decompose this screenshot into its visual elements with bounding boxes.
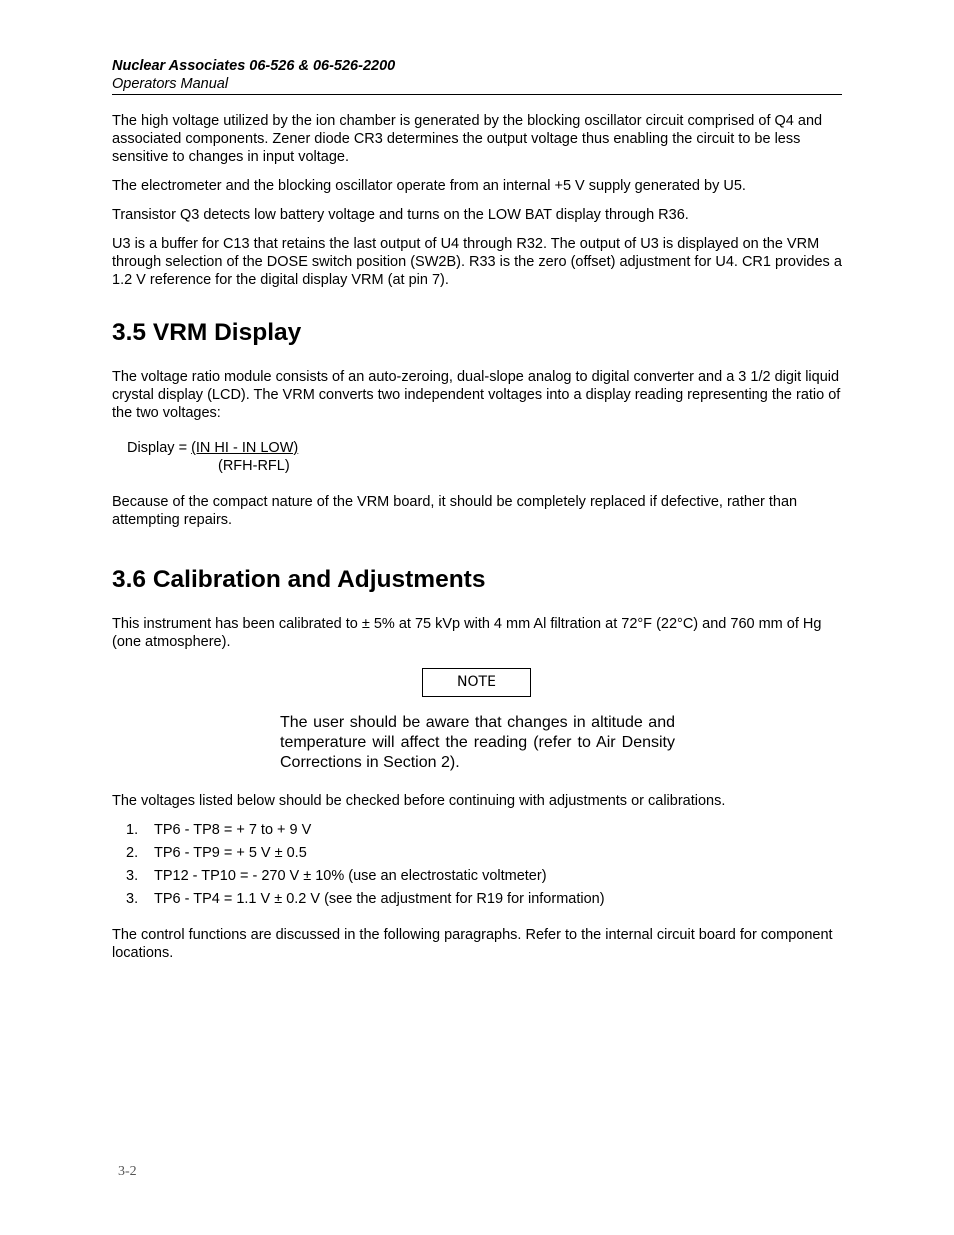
note-label-box: NOTE (422, 668, 531, 697)
section-heading-calibration: 3.6 Calibration and Adjustments (112, 566, 486, 593)
list-item (112, 890, 844, 908)
list-item-number: 1. (126, 822, 139, 838)
formula-denominator: (RFH-RFL) (218, 458, 290, 474)
formula-label: Display = (127, 440, 192, 456)
paragraph-low-battery: Transistor Q3 detects low battery voltage and turns on the LOW BAT display through R36. (112, 207, 689, 223)
list-item-text: TP6 - TP9 = + 5 V ± 0.5 (154, 845, 307, 861)
header-subtitle: Operators Manual (112, 76, 229, 92)
list-item-text: TP12 - TP10 = - 270 V ± 10% (use an electrostatic voltmeter) (154, 868, 547, 884)
list-item (112, 844, 844, 862)
page-number: 3-2 (118, 1164, 137, 1179)
paragraph-high-voltage: The high voltage utilized by the ion chamber is generated by the blocking oscillator circuit comprised of Q4 and associated components. Zener diode CR3 determines the output voltage thus enabling the circuit to be less sensitive to changes in input voltage. (112, 113, 823, 165)
paragraph-vrm-intro: The voltage ratio module consists of an auto-zeroing, dual-slope analog to digital converter and a 3 1/2 digit liquid crystal display (LCD). The VRM converts two independent voltages into a display reading representing the ratio of the two voltages: (112, 369, 841, 421)
formula-numerator: (IN HI - IN LOW) (191, 440, 299, 456)
list-item-text: TP6 - TP4 = 1.1 V ± 0.2 V (see the adjustment for R19 for information) (154, 891, 605, 907)
page-header (112, 57, 842, 95)
paragraph-control-functions: The control functions are discussed in the following paragraphs. Refer to the internal circuit board for component locations. (112, 927, 833, 961)
voltage-check-list (112, 821, 844, 908)
list-item-number: 3. (126, 868, 139, 884)
list-item-number: 3. (126, 891, 139, 907)
paragraph-calibration-intro: This instrument has been calibrated to ± 5% at 75 kVp with 4 mm Al filtration at 72°F (22°C) and 760 mm of Hg (one atmosphere). (112, 616, 822, 650)
page-content (112, 112, 844, 962)
paragraph-buffer: U3 is a buffer for C13 that retains the last output of U4 through R32. The output of U3 is displayed on the VRM through selection of the DOSE switch position (SW2B). R33 is the zero (offset) adjustment for U4. CR1 provides a 1.2 V reference for the digital display VRM (at pin 7). (112, 236, 842, 288)
paragraph-electrometer: The electrometer and the blocking oscillator operate from an internal +5 V supply generated by U5. (112, 178, 746, 194)
paragraph-voltages-intro: The voltages listed below should be checked before continuing with adjustments or calibrations. (112, 793, 726, 809)
list-item-text: TP6 - TP8 = + 7 to + 9 V (154, 822, 312, 838)
list-item (112, 867, 844, 885)
list-item (112, 821, 844, 839)
header-title: Nuclear Associates 06-526 & 06-526-2200 (112, 58, 396, 74)
note-text: The user should be aware that changes in altitude and temperature will affect the reading (refer to Air Density Corrections in Section 2). (280, 714, 675, 771)
section-heading-vrm: 3.5 VRM Display (112, 319, 302, 346)
list-item-number: 2. (126, 845, 139, 861)
display-formula (127, 439, 844, 475)
paragraph-vrm-closing: Because of the compact nature of the VRM board, it should be completely replaced if defective, rather than attempting repairs. (112, 494, 798, 528)
note-box-container (112, 668, 844, 698)
